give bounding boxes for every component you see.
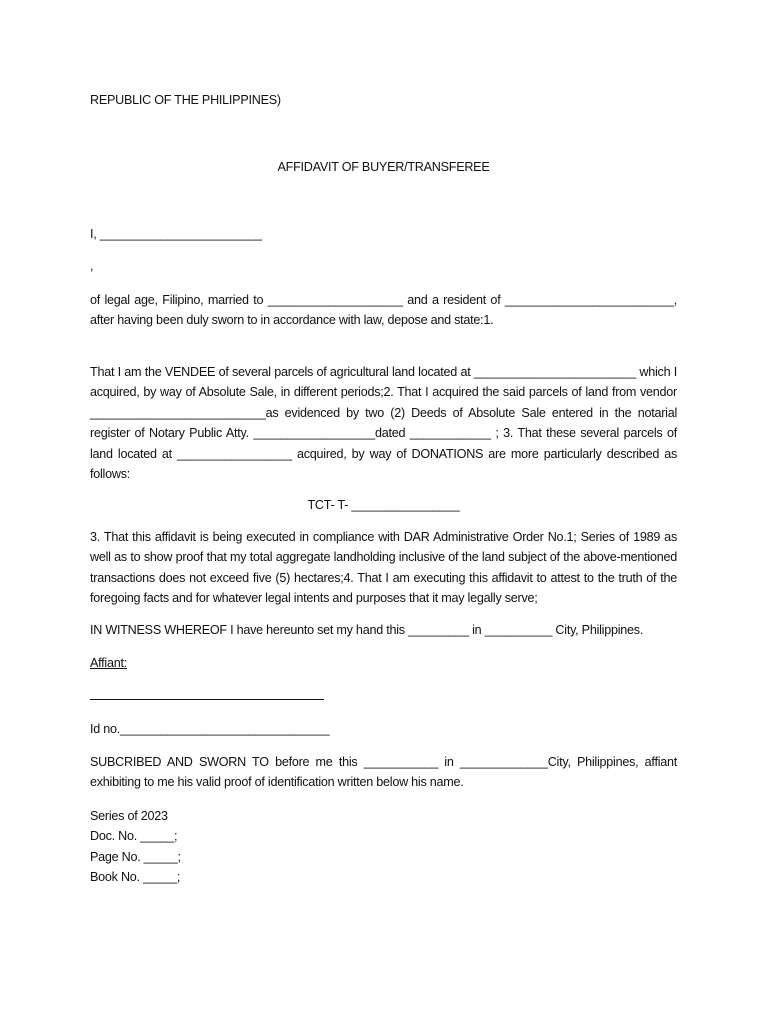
book-number-line: Book No. _____;: [90, 870, 181, 885]
page-number-line: Page No. _____;: [90, 849, 181, 864]
comma-line: ,: [90, 259, 94, 273]
doc-number-line: Doc. No. _____;: [90, 829, 178, 844]
jurisdiction-heading: REPUBLIC OF THE PHILIPPINES): [90, 93, 281, 107]
vendee-paragraph: That I am the VENDEE of several parcels of agricultural land located at ________________________ which I acquired, by way of Absolute Sale, in different periods;2. That I acquired the said parcels of land from vendor __________________________as evidenced by two (2) Deeds of Absolute Sale entered in the notarial register of Notary Public Atty. __________________dated ____________ ; 3. That these several parcels of land located at _________________ acquired, by way of DONATIONS are more particularly described as follows:: [90, 365, 677, 482]
series-line: Series of 2023: [90, 809, 168, 823]
compliance-paragraph: 3. That this affidavit is being executed in compliance with DAR Administrative Order No.1; Series of 1989 as well as to show proof that my total aggregate landholding inclusive of the land subject of the above-mentioned transactions does not exceed five (5) hectares;4. That I am executing this affidavit to attest to the truth of the foregoing facts and for whatever legal intents and purposes that it may legally serve;: [90, 530, 677, 606]
subscribed-paragraph: SUBCRIBED AND SWORN TO before me this ___________ in _____________City, Philippines, affiant exhibiting to me his valid proof of identification written below his name.: [90, 755, 677, 790]
id-number-line: Id no._______________________________: [90, 722, 330, 736]
witness-line: IN WITNESS WHEREOF I have hereunto set my hand this _________ in __________ City, Philippines.: [90, 623, 644, 637]
signature-line: [90, 699, 324, 700]
document-title: AFFIDAVIT OF BUYER/TRANSFEREE: [277, 160, 490, 174]
affiant-label: Affiant:: [90, 656, 127, 670]
intro-paragraph: of legal age, Filipino, married to ____________________ and a resident of _________________________, after having been duly sworn to in accordance with law, depose and state:1.: [90, 293, 677, 328]
notarial-block: [90, 806, 181, 888]
affiant-name-line: I, ________________________: [90, 227, 262, 241]
tct-line: TCT- T- ________________: [307, 498, 460, 512]
affidavit-page: [90, 0, 677, 1024]
